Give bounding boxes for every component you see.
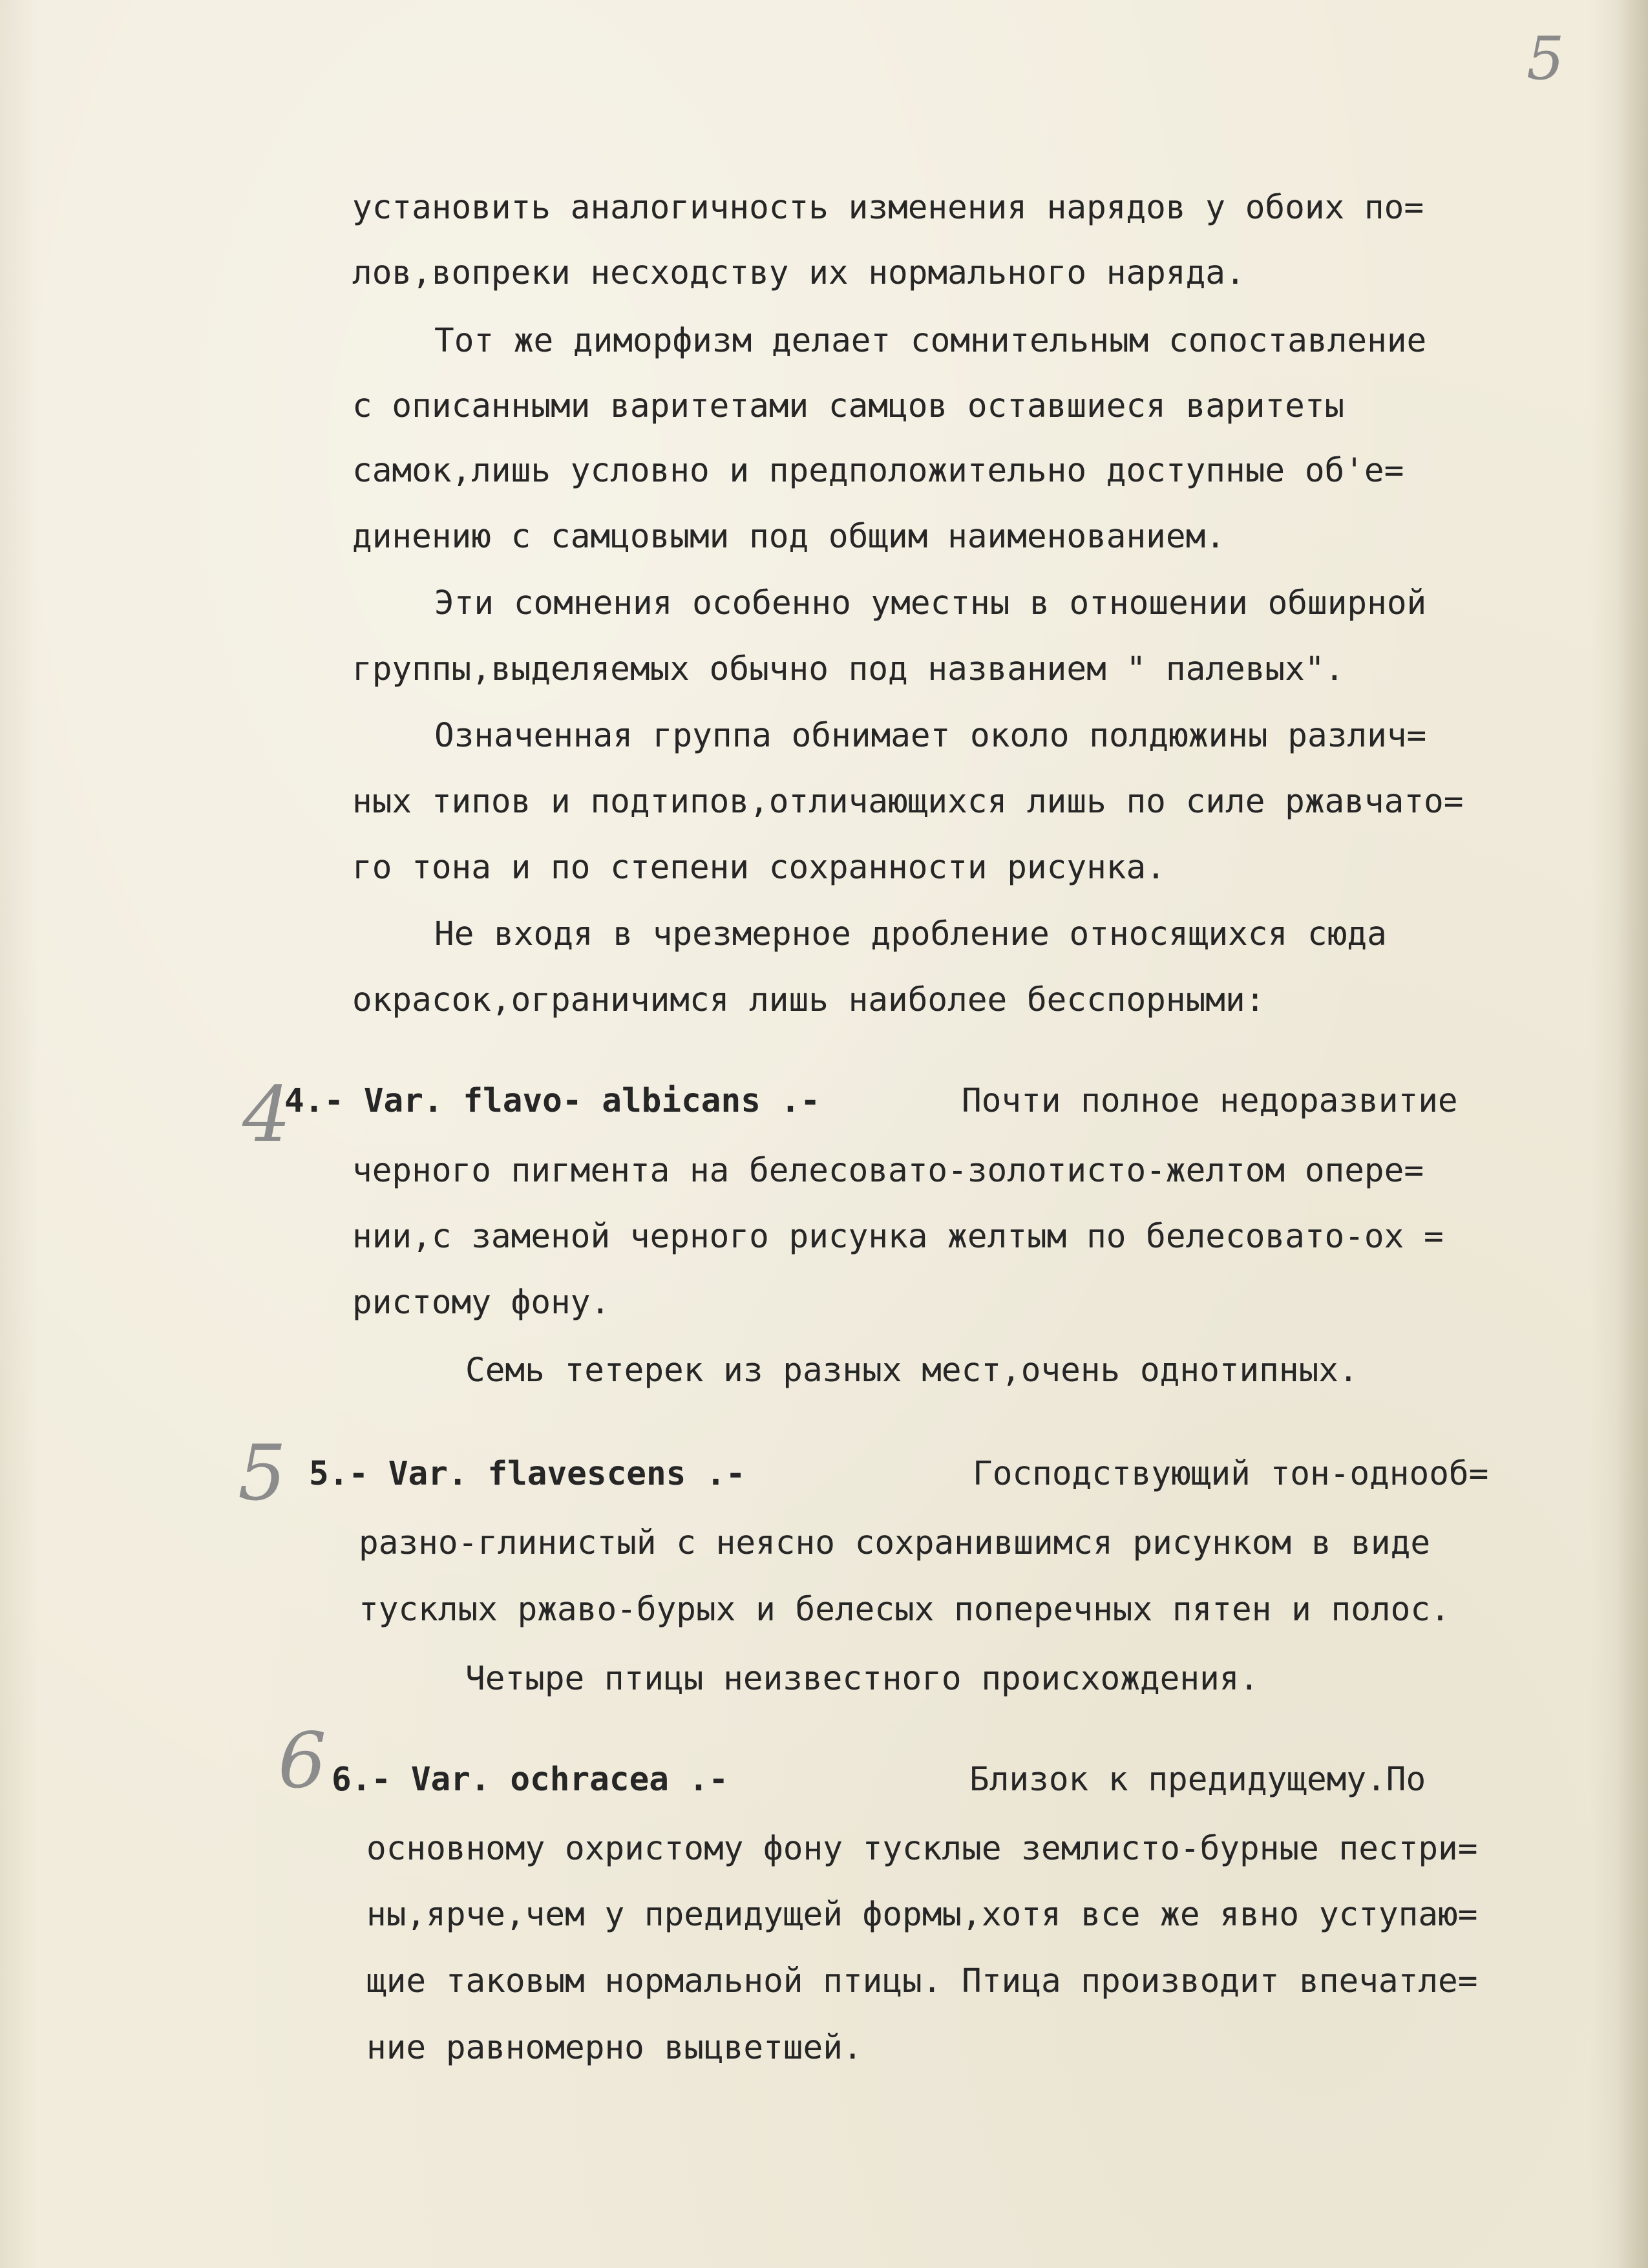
text-line: лов,вопреки несходству их нормального наряда.: [352, 254, 1245, 292]
text-line: черного пигмента на белесовато-золотисто-желтом опере=: [352, 1152, 1424, 1190]
text-line: с описанными варитетами самцов оставшиеся варитеты: [352, 387, 1345, 425]
text-line: Семь тетерек из разных мест,очень однотипных.: [465, 1351, 1358, 1390]
text-line: го тона и по степени сохранности рисунка.: [352, 849, 1166, 887]
text-line: Тот же диморфизм делает сомнительным сопоставление: [434, 322, 1427, 360]
text-line: основному охристому фону тусклые землисто-бурные пестри=: [366, 1830, 1478, 1868]
margin-annotation-4: 4: [242, 1070, 291, 1159]
text-line: тусклых ржаво-бурых и белесых поперечных пятен и полос.: [359, 1591, 1450, 1629]
text-line: установить аналогичность изменения нарядов у обоих по=: [352, 189, 1424, 227]
text-line: динению с самцовыми под общим наименованием.: [352, 518, 1226, 556]
text-line: разно-глинистый с неясно сохранившимся рисунком в виде: [359, 1524, 1431, 1562]
text-line: Четыре птицы неизвестного происхождения.: [465, 1660, 1260, 1698]
variety-heading: 6.- Var. ochracea .-: [332, 1761, 729, 1799]
text-line: окрасок,ограничимся лишь наиболее бесспорными:: [352, 981, 1265, 1019]
text-line: ристому фону.: [352, 1284, 611, 1322]
margin-annotation-5: 5: [238, 1428, 287, 1518]
margin-annotation-6: 6: [278, 1716, 327, 1805]
page-number: 5: [1527, 24, 1565, 93]
text-line: нии,с заменой черного рисунка желтым по белесовато-ох =: [352, 1218, 1444, 1256]
variety-heading: 4.- Var. flavo- albicans .-: [284, 1082, 821, 1120]
text-line: самок,лишь условно и предположительно доступные об'е=: [352, 452, 1404, 490]
paper-edge-shadow: [1617, 0, 1648, 2268]
text-line: группы,выделяемых обычно под названием " палевых".: [352, 650, 1345, 688]
text-line: Означенная группа обнимает около полдюжины различ=: [434, 717, 1427, 755]
text-line: ных типов и подтипов,отличающихся лишь по силе ржавчато=: [352, 783, 1464, 821]
text-line: Не входя в чрезмерное дробление относящихся сюда: [434, 915, 1387, 953]
text-line: Господствующий тон-однооб=: [973, 1455, 1489, 1493]
variety-heading: 5.- Var. flavescens .-: [309, 1455, 746, 1493]
text-line: ние равномерно выцветшей.: [366, 2029, 863, 2067]
text-line: Близок к предидущему.По: [969, 1761, 1426, 1799]
text-line: Почти полное недоразвитие: [962, 1082, 1458, 1120]
text-line: Эти сомнения особенно уместны в отношении обширной: [434, 584, 1427, 622]
text-line: щие таковым нормальной птицы. Птица производит впечатле=: [366, 1962, 1478, 2000]
text-line: ны,ярче,чем у предидущей формы,хотя все же явно уступаю=: [366, 1896, 1478, 1934]
